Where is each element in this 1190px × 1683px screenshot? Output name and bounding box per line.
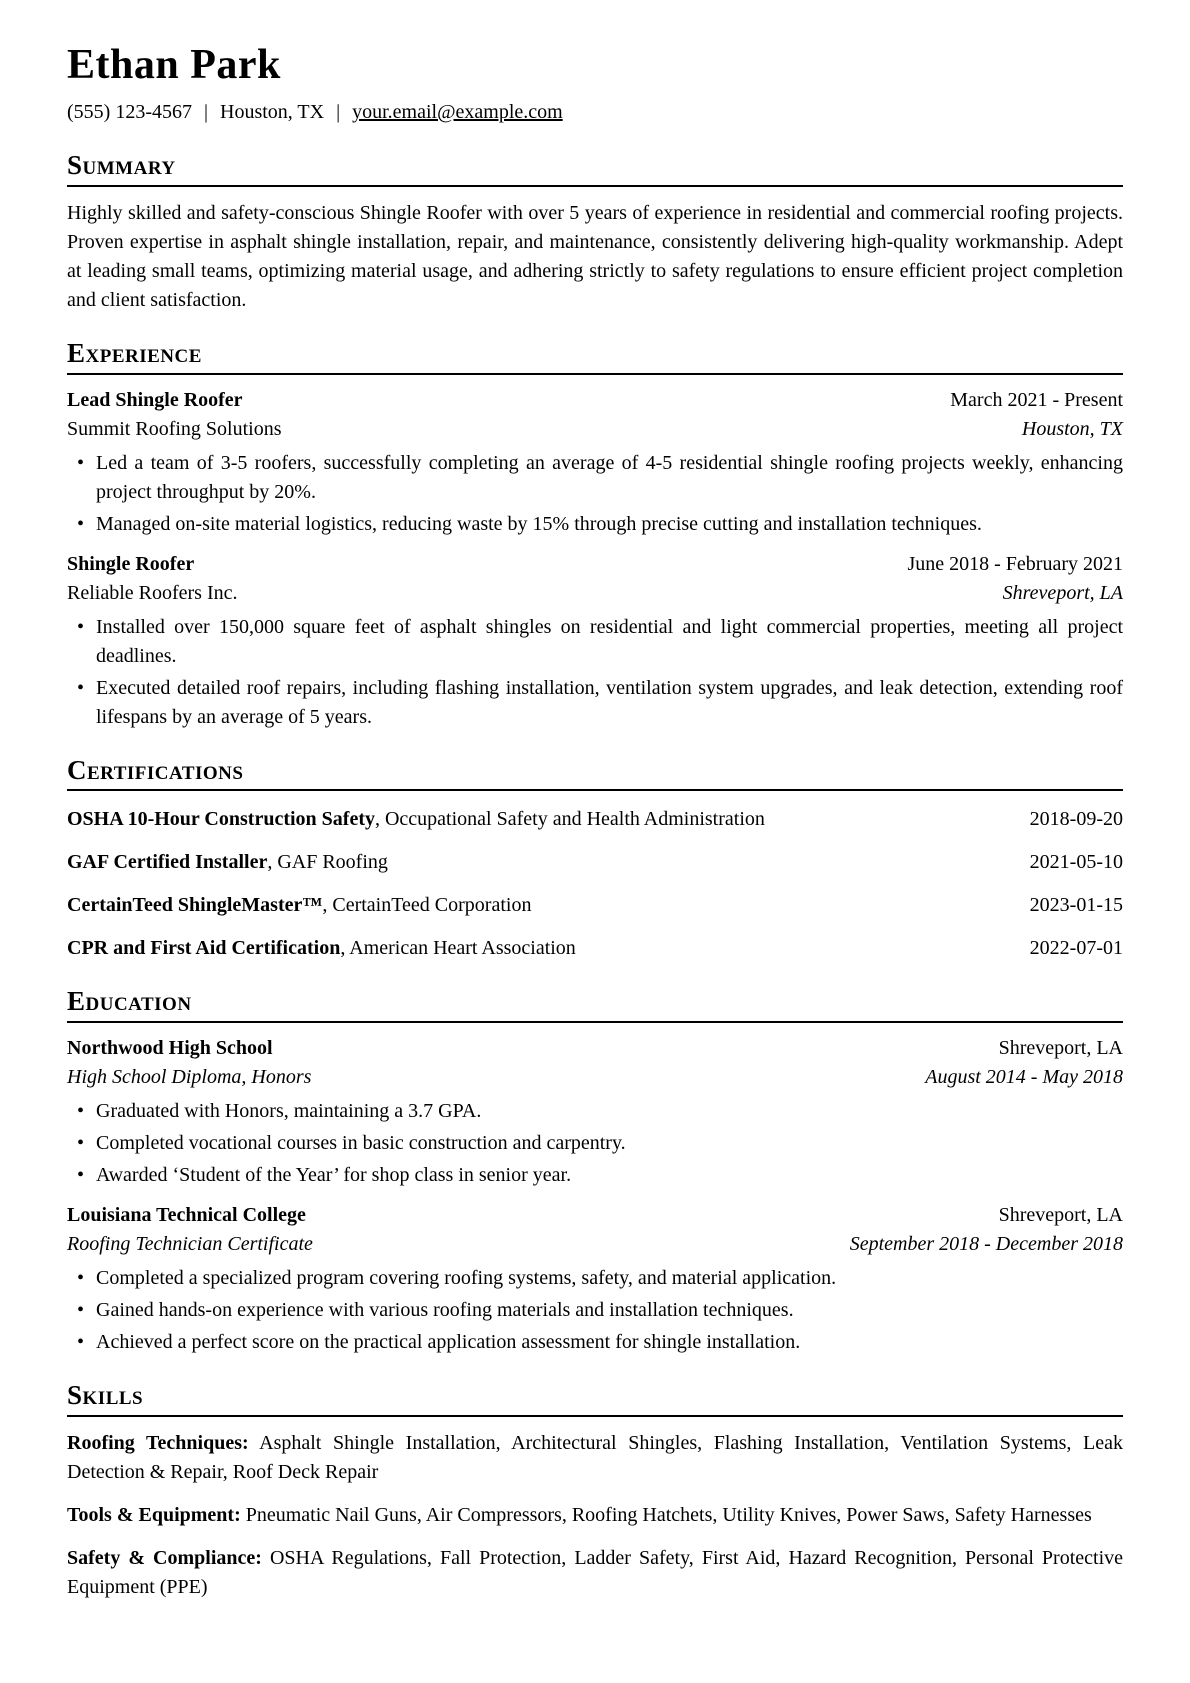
- job-location: Shreveport, LA: [1002, 581, 1123, 604]
- certification-entry: [67, 934, 1123, 963]
- resume-header: [67, 42, 1123, 127]
- job-company: Reliable Roofers Inc.: [67, 581, 238, 604]
- certification-comma: ,: [340, 937, 350, 960]
- phone-number: (555) 123-4567: [67, 101, 192, 124]
- degree-name: High School Diploma, Honors: [67, 1066, 312, 1089]
- job-bullet-list: [67, 449, 1123, 539]
- job-dates: June 2018 - February 2021: [907, 552, 1123, 575]
- education-entry: [67, 1035, 1123, 1190]
- education-bullet: • Completed vocational courses in basic construction and carpentry.: [67, 1129, 1123, 1158]
- school-dates: September 2018 - December 2018: [849, 1233, 1123, 1256]
- location-text: Houston, TX: [220, 101, 325, 124]
- certifications-section-title: Certifications: [67, 754, 1123, 792]
- email-link[interactable]: your.email@example.com: [352, 101, 563, 124]
- job-title: Lead Shingle Roofer: [67, 388, 243, 411]
- certification-text: [67, 848, 408, 877]
- job-location: Houston, TX: [1021, 417, 1123, 440]
- certification-issuer: CertainTeed Corporation: [332, 894, 532, 917]
- school-location: Shreveport, LA: [998, 1204, 1123, 1227]
- certification-name: CPR and First Aid Certification: [67, 937, 341, 960]
- certification-name: OSHA 10-Hour Construction Safety: [67, 808, 375, 831]
- job-bullet: • Managed on-site material logistics, reducing waste by 15% through precise cutting and installation techniques.: [67, 510, 1123, 539]
- skill-group-label: Tools & Equipment:: [67, 1503, 241, 1526]
- job-bullet: • Executed detailed roof repairs, including flashing installation, ventilation system upgrades, and leak detection, extending roof lifespans by an average of 5 years.: [67, 674, 1123, 732]
- skill-group: [67, 1544, 1123, 1602]
- education-bullet-list: [67, 1097, 1123, 1190]
- job-bullet: • Led a team of 3-5 roofers, successfully completing an average of 4-5 residential shingle roofing projects weekly, enhancing project throughput by 20%.: [67, 449, 1123, 507]
- job-bullet: • Installed over 150,000 square feet of asphalt shingles on residential and light commercial properties, meeting all project deadlines.: [67, 613, 1123, 671]
- section-skills: [67, 1379, 1123, 1602]
- school-dates: August 2014 - May 2018: [925, 1066, 1123, 1089]
- summary-text: Highly skilled and safety-conscious Shingle Roofer with over 5 years of experience in residential and commercial roofing projects. Proven expertise in asphalt shingle installation, repair, and maintenance, consistently delivering high-quality workmanship. Adept at leading small teams, optimizing material usage, and adhering strictly to safety regulations to ensure efficient project completion and client satisfaction.: [67, 201, 1123, 311]
- education-bullet: • Achieved a perfect score on the practical application assessment for shingle installation.: [67, 1328, 1123, 1357]
- experience-entry: [67, 551, 1123, 732]
- certification-name: CertainTeed ShingleMaster™: [67, 894, 323, 917]
- education-bullet-list: [67, 1264, 1123, 1357]
- certification-entry: [67, 848, 1123, 877]
- certification-issuer: Occupational Safety and Health Administration: [384, 808, 765, 831]
- school-name: Louisiana Technical College: [67, 1204, 306, 1227]
- certification-name: GAF Certified Installer: [67, 851, 268, 874]
- skill-group-items: Pneumatic Nail Guns, Air Compressors, Roofing Hatchets, Utility Knives, Power Saws, Safety Harnesses: [245, 1503, 1092, 1526]
- certification-text: [67, 805, 785, 834]
- job-title: Shingle Roofer: [67, 552, 195, 575]
- certification-entry: [67, 891, 1123, 920]
- person-name: Ethan Park: [67, 42, 281, 88]
- section-summary: [67, 149, 1123, 315]
- skill-group-label: Roofing Techniques:: [67, 1431, 249, 1454]
- education-section-title: Education: [67, 985, 1123, 1023]
- certification-text: [67, 891, 551, 920]
- contact-separator: |: [203, 101, 208, 124]
- skill-group: [67, 1429, 1123, 1487]
- certification-comma: ,: [322, 894, 333, 917]
- job-company: Summit Roofing Solutions: [67, 417, 282, 440]
- skills-section-title: Skills: [67, 1379, 1123, 1417]
- certification-comma: ,: [374, 808, 385, 831]
- certification-entry: [67, 805, 1123, 834]
- certification-date: 2022-07-01: [1029, 937, 1123, 960]
- section-experience: [67, 337, 1123, 732]
- certification-date: 2018-09-20: [1029, 808, 1123, 831]
- skill-group-items: Asphalt Shingle Installation, Architectural Shingles, Flashing Installation, Ventilation Systems, Leak Detection & Repair, Roof Deck Repair: [67, 1431, 1123, 1483]
- degree-name: Roofing Technician Certificate: [67, 1233, 313, 1256]
- education-bullet: • Graduated with Honors, maintaining a 3.7 GPA.: [67, 1097, 1123, 1126]
- contact-line: [67, 98, 1123, 127]
- summary-section-title: Summary: [67, 149, 1123, 187]
- skill-group-items: OSHA Regulations, Fall Protection, Ladder Safety, First Aid, Hazard Recognition, Personal Protective Equipment (PPE): [67, 1546, 1124, 1598]
- job-bullet-list: [67, 613, 1123, 732]
- experience-section-title: Experience: [67, 337, 1123, 375]
- certification-date: 2021-05-10: [1029, 851, 1123, 874]
- education-entry: [67, 1202, 1123, 1357]
- school-location: Shreveport, LA: [998, 1037, 1123, 1060]
- skill-group: [67, 1501, 1123, 1530]
- school-name: Northwood High School: [67, 1037, 273, 1060]
- education-bullet: • Awarded ‘Student of the Year’ for shop class in senior year.: [67, 1161, 1123, 1190]
- section-certifications: [67, 754, 1123, 964]
- job-dates: March 2021 - Present: [950, 388, 1123, 411]
- education-bullet: • Completed a specialized program covering roofing systems, safety, and material application.: [67, 1264, 1123, 1293]
- certification-date: 2023-01-15: [1029, 894, 1123, 917]
- skill-group-label: Safety & Compliance:: [67, 1546, 262, 1569]
- education-bullet: • Gained hands-on experience with various roofing materials and installation techniques.: [67, 1296, 1123, 1325]
- section-education: [67, 985, 1123, 1357]
- certification-comma: ,: [267, 851, 278, 874]
- experience-entry: [67, 387, 1123, 539]
- certification-issuer: American Heart Association: [349, 937, 576, 960]
- certification-text: [67, 934, 596, 963]
- contact-separator: |: [336, 101, 341, 124]
- certification-issuer: GAF Roofing: [277, 851, 388, 874]
